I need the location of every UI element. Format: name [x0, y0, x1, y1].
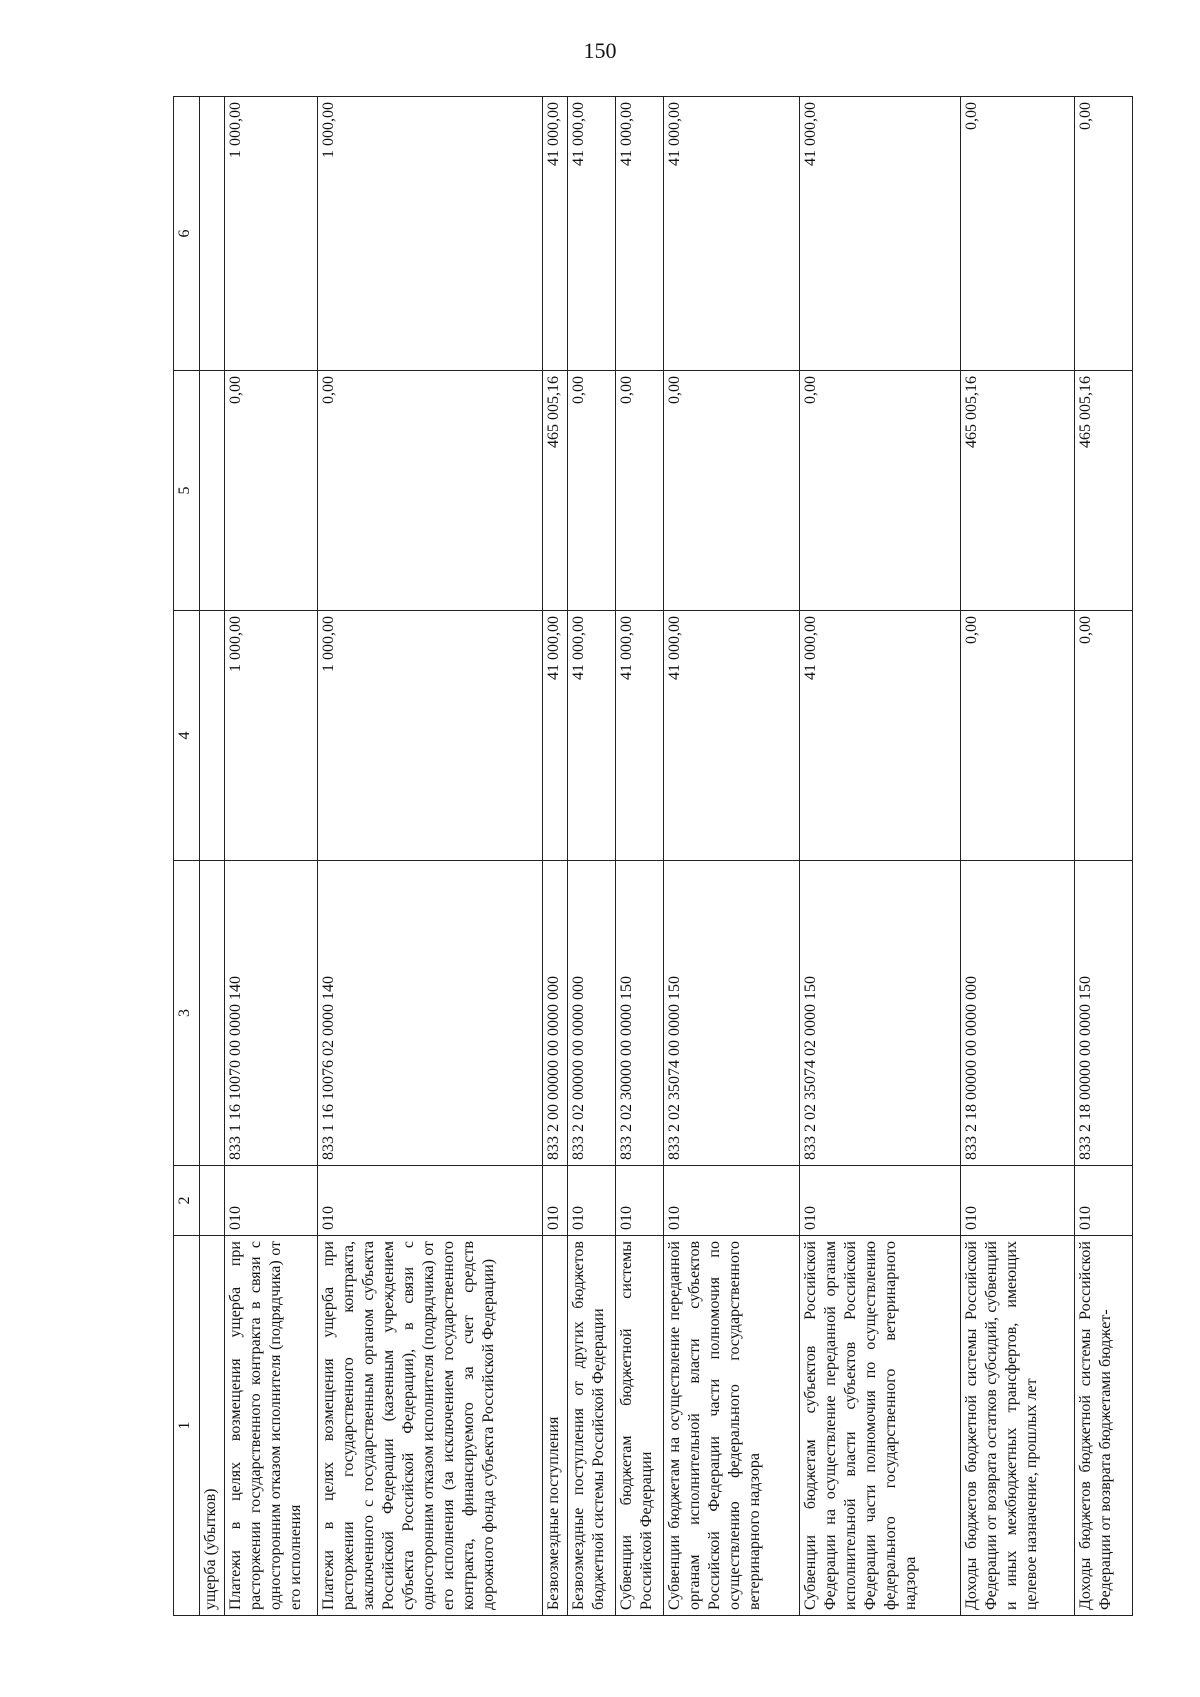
row-kbk: 833 1 16 10070 00 0000 140 — [225, 861, 317, 1166]
row-code: 010 — [568, 1166, 616, 1236]
column-header: 5 — [174, 371, 200, 611]
row-value-col4: 0,00 — [961, 611, 1075, 861]
row-value-col5: 0,00 — [799, 371, 961, 611]
row-kbk: 833 1 16 10076 02 0000 140 — [317, 861, 542, 1166]
row-code: 010 — [616, 1166, 664, 1236]
row-value-col5: 0,00 — [317, 371, 542, 611]
row-value-col6: 41 000,00 — [799, 97, 961, 371]
row-name: Субвенции бюджетам на осуществление переданной органам исполнительной власти субъектов Российской Федерации части полномочия по осуществлению федерального государственного ветеринарного надзора — [664, 1236, 800, 1616]
row-value-col6: 41 000,00 — [616, 97, 664, 371]
row-value-col5: 465 005,16 — [961, 371, 1075, 611]
row-value-col6: 0,00 — [961, 97, 1075, 371]
row-name: Субвенции бюджетам бюджетной системы Российской Федерации — [616, 1236, 664, 1616]
row-value-col6: 1 000,00 — [317, 97, 542, 371]
row-value-col4: 41 000,00 — [616, 611, 664, 861]
page-number: 150 — [583, 38, 617, 63]
row-value-col6: 1 000,00 — [225, 97, 317, 371]
table-header-row — [174, 97, 200, 1616]
row-value-col4: 0,00 — [1075, 611, 1133, 861]
row-value-col5: 0,00 — [225, 371, 317, 611]
budget-revenue-table — [173, 96, 1133, 1616]
row-kbk: 833 2 02 00000 00 0000 000 — [568, 861, 616, 1166]
column-header: 2 — [174, 1166, 200, 1236]
row-name: Платежи в целях возмещения ущерба при расторжении государственного контракта в связи с односторонним отказом исполнителя (подрядчика) от его исполнения — [225, 1236, 317, 1616]
row-value-col5: 465 005,16 — [1075, 371, 1133, 611]
row-value-col6: 41 000,00 — [664, 97, 800, 371]
row-kbk: 833 2 02 35074 02 0000 150 — [799, 861, 961, 1166]
row-kbk: 833 2 02 35074 00 0000 150 — [664, 861, 800, 1166]
row-value-col6: 41 000,00 — [568, 97, 616, 371]
row-value-col6: 0,00 — [1075, 97, 1133, 371]
row-kbk: 833 2 18 00000 00 0000 000 — [961, 861, 1075, 1166]
table-row — [542, 97, 568, 1616]
continuation-text: ущерба (убытков) — [199, 1236, 225, 1616]
budget-table-container — [173, 97, 1133, 1616]
row-name: Платежи в целях возмещения ущерба при расторжении государственного контракта, заключенного с государственным органом субъекта Российской Федерации (казенным учреждением субъекта Российской Федерации), в связи с односторонним отказом исполнителя (подрядчика) от его исполнения (за исключением государственного контракта, финансируемого за счет средств дорожного фонда субъекта Российской Федерации) — [317, 1236, 542, 1616]
table-row — [799, 97, 961, 1616]
row-value-col5: 0,00 — [664, 371, 800, 611]
row-name: Безвозмездные поступления от других бюджетов бюджетной системы Российской Федерации — [568, 1236, 616, 1616]
row-value-col5: 0,00 — [568, 371, 616, 611]
row-kbk: 833 2 18 00000 00 0000 150 — [1075, 861, 1133, 1166]
rotated-table-frame — [173, 97, 1133, 1616]
table-row — [225, 97, 317, 1616]
row-value-col4: 41 000,00 — [664, 611, 800, 861]
row-code: 010 — [664, 1166, 800, 1236]
row-kbk: 833 2 00 00000 00 0000 000 — [542, 861, 568, 1166]
column-header: 4 — [174, 611, 200, 861]
row-value-col4: 41 000,00 — [799, 611, 961, 861]
row-code: 010 — [961, 1166, 1075, 1236]
row-code: 010 — [799, 1166, 961, 1236]
column-header: 3 — [174, 861, 200, 1166]
table-row — [616, 97, 664, 1616]
table-row — [961, 97, 1075, 1616]
row-code: 010 — [1075, 1166, 1133, 1236]
row-value-col5: 465 005,16 — [542, 371, 568, 611]
row-name: Субвенции бюджетам субъектов Российской Федерации на осуществление переданной органам исполнительной власти субъектов Российской Федерации части полномочия по осуществлению федерального государственного ветеринарного надзора — [799, 1236, 961, 1616]
row-kbk: 833 2 02 30000 00 0000 150 — [616, 861, 664, 1166]
row-value-col4: 41 000,00 — [568, 611, 616, 861]
row-code: 010 — [225, 1166, 317, 1236]
row-name: Доходы бюджетов бюджетной системы Российской Федерации от возврата бюджетами бюджет- — [1075, 1236, 1133, 1616]
table-row — [568, 97, 616, 1616]
row-value-col4: 1 000,00 — [225, 611, 317, 861]
row-value-col5: 0,00 — [616, 371, 664, 611]
table-row-continuation — [199, 97, 225, 1616]
row-code: 010 — [317, 1166, 542, 1236]
row-code: 010 — [542, 1166, 568, 1236]
table-row — [1075, 97, 1133, 1616]
table-row — [664, 97, 800, 1616]
row-name: Безвозмездные поступления — [542, 1236, 568, 1616]
row-name: Доходы бюджетов бюджетной системы Российской Федерации от возврата остатков субсидий, субвенций и иных межбюджетных трансфертов, имеющих целевое назначение, прошлых лет — [961, 1236, 1075, 1616]
column-header: 1 — [174, 1236, 200, 1616]
row-value-col4: 41 000,00 — [542, 611, 568, 861]
row-value-col6: 41 000,00 — [542, 97, 568, 371]
table-row — [317, 97, 542, 1616]
column-header: 6 — [174, 97, 200, 371]
row-value-col4: 1 000,00 — [317, 611, 542, 861]
